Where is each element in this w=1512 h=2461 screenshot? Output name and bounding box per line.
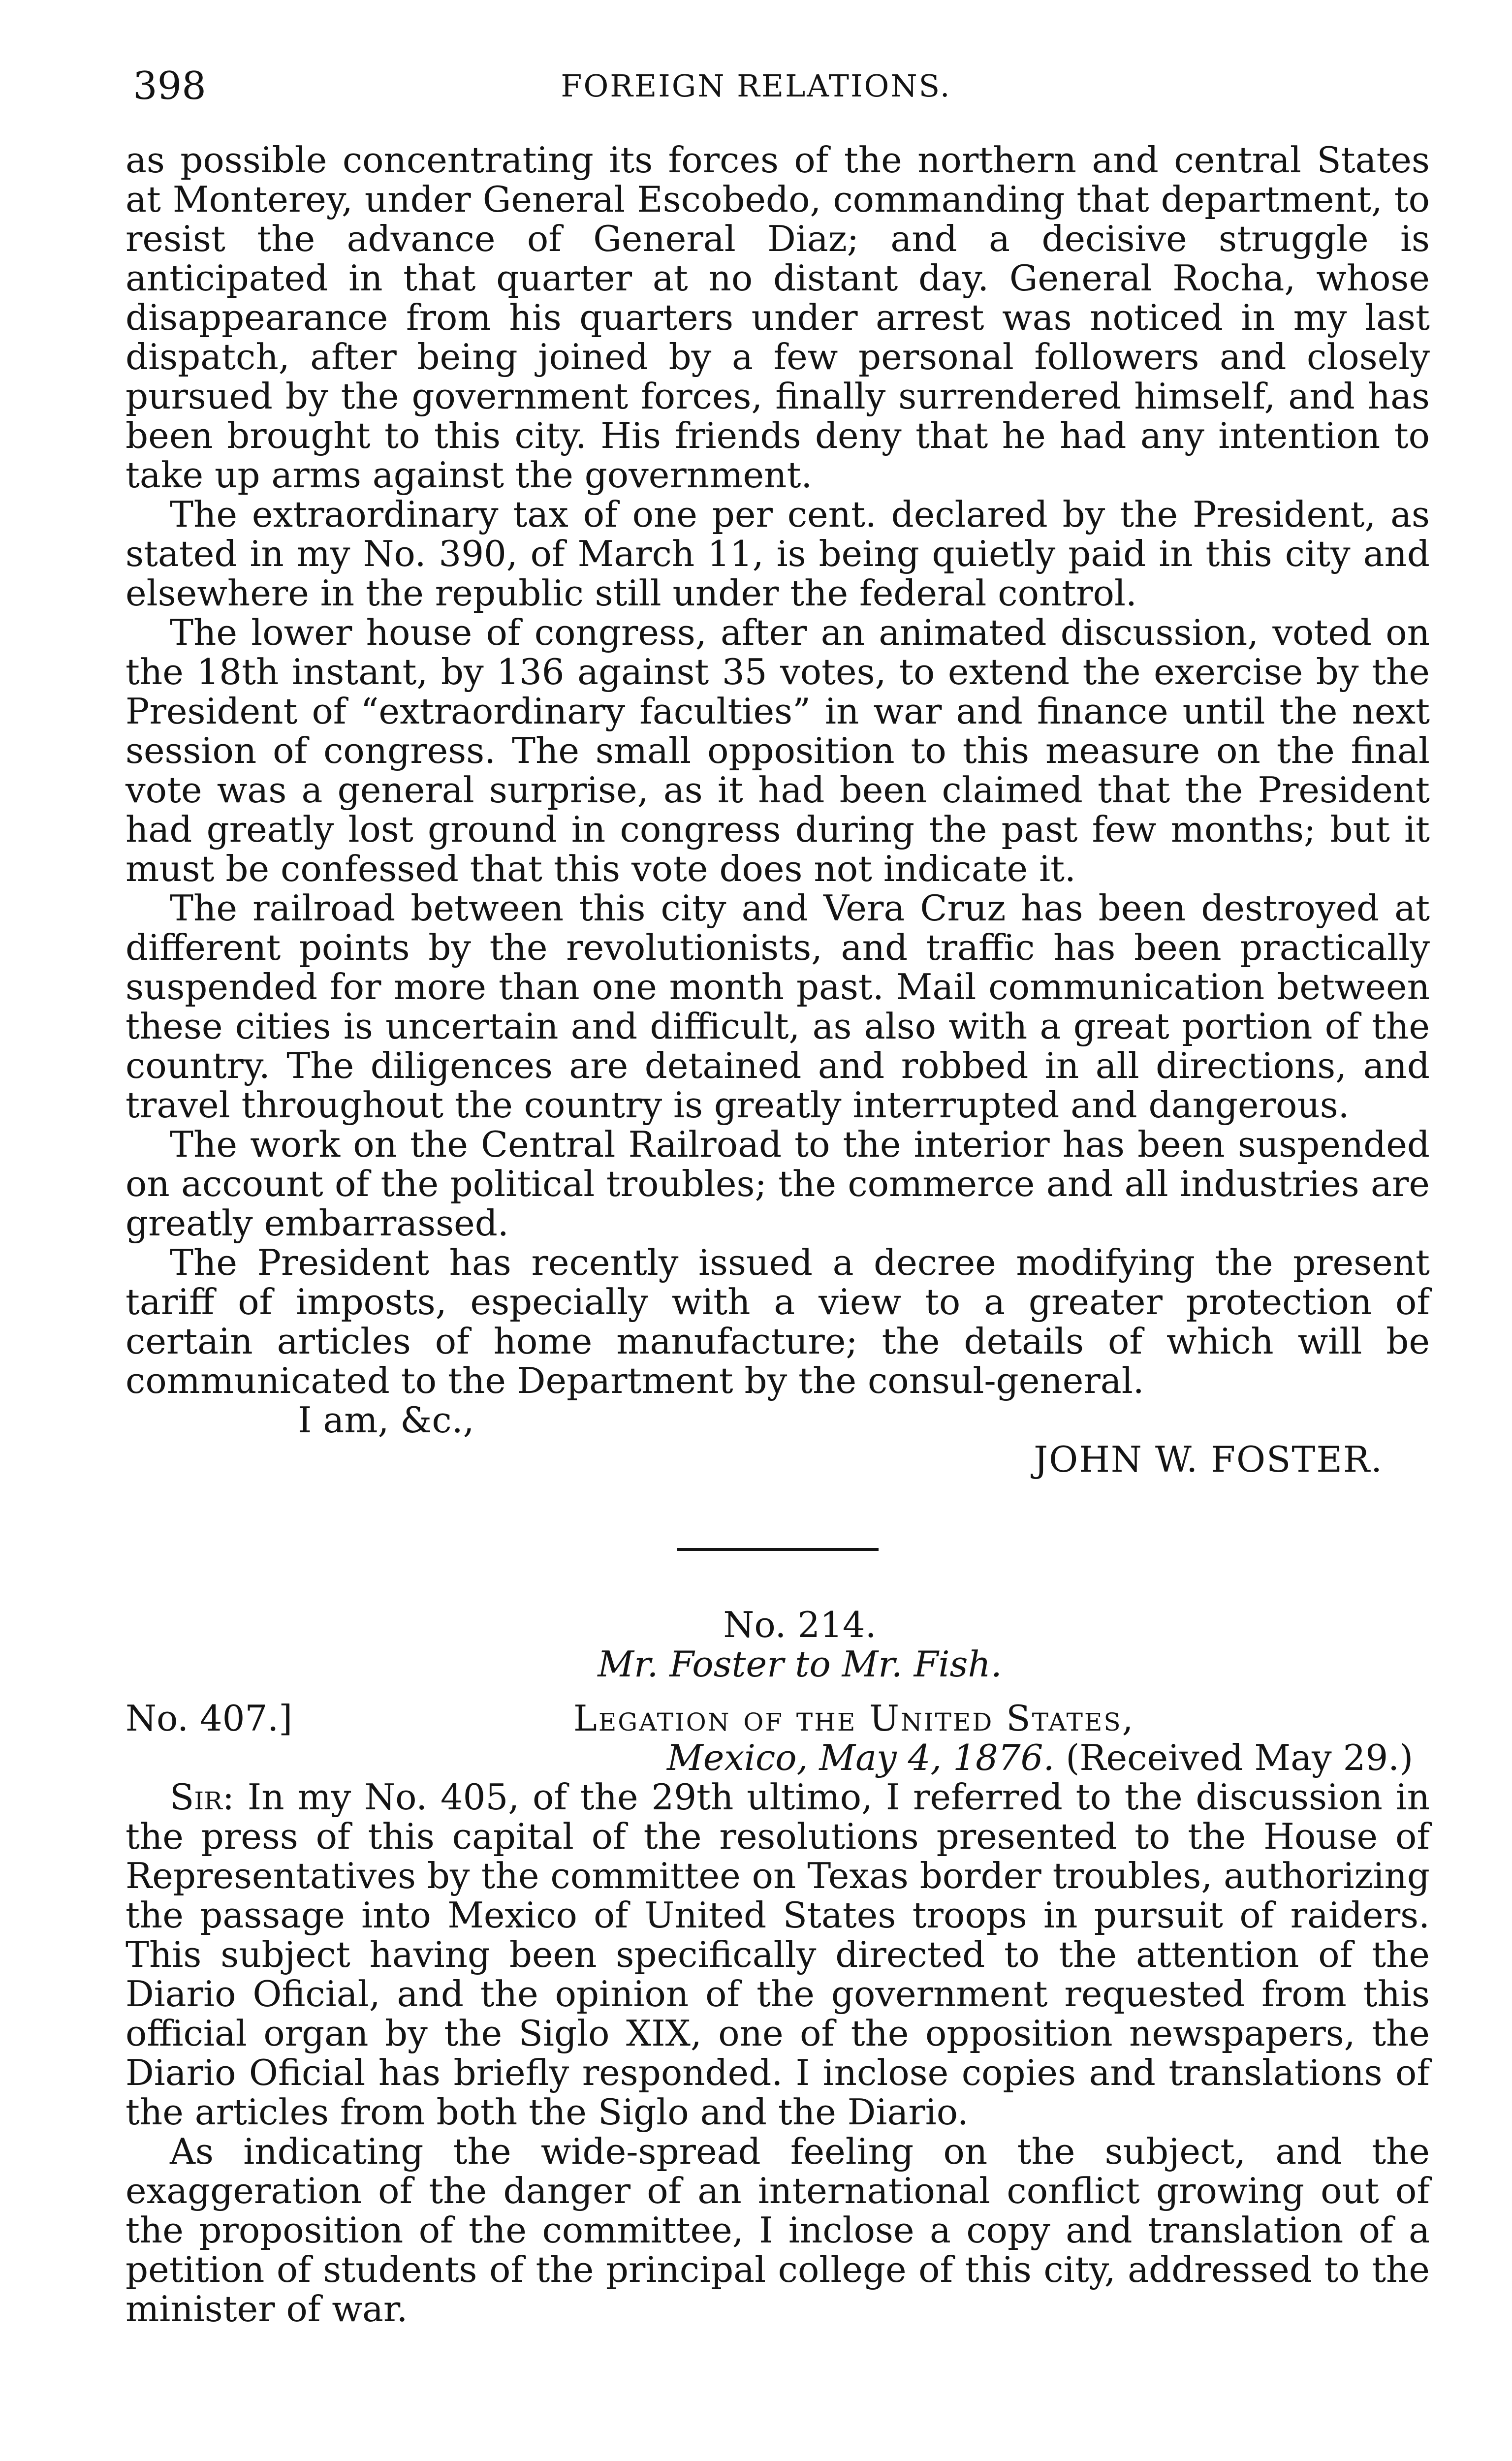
running-head: FOREIGN RELATIONS.	[561, 68, 951, 104]
letter1-paragraph-4: The railroad between this city and Vera Cruz has been destroyed at different points by the revolutionists, and traffic has been practically suspended for more than one month past. Mail communication between these cities is uncertain and difficult, as also with a great portion of the country. The diligences are detained and robbed in all directions, and travel throughout the country is greatly interrupted and dangerous.	[126, 887, 1430, 1126]
reference-number: No. 407.]	[126, 1698, 293, 1739]
letter2-paragraph-1	[126, 1777, 1430, 2132]
page-number: 398	[133, 64, 206, 108]
legation-line: Legation of the United States,	[573, 1698, 1135, 1739]
section-divider	[677, 1548, 879, 1551]
letter1-paragraph-5: The work on the Central Railroad to the interior has been suspended on account of the political troubles; the commerce and all industries are greatly embarrassed.	[126, 1124, 1430, 1244]
salutation: Sir:	[170, 1776, 234, 1818]
letter1-signature: JOHN W. FOSTER.	[1034, 1439, 1383, 1480]
letter1-closing: I am, &c.,	[298, 1399, 474, 1441]
letter2-paragraph-2: As indicating the wide-spread feeling on the subject, and the exaggeration of the danger of an international conflict growing out of the proposition of the committee, I inclose a copy and translation of a petition of students of the principal college of this city, addressed to the minister of war.	[126, 2131, 1430, 2330]
legation-row	[126, 1699, 1430, 1738]
letter1-paragraph-6: The President has recently issued a decree modifying the present tariff of imposts, especially with a view to a greater protection of certain articles of home manufacture; the details of which will be communicated to the Department by the consul-general.	[126, 1242, 1430, 1401]
letter-heading: Mr. Foster to Mr. Fish.	[598, 1643, 1002, 1685]
letter1-paragraph-1: as possible concentrating its forces of the northern and central States at Monterey, under General Escobedo, commanding that department, to resist the advance of General Diaz; and a decisive struggle is anticipated in that quarter at no distant day. General Rocha, whose disappearance from his quarters under arrest was noticed in my last dispatch, after being joined by a few personal followers and closely pursued by the government forces, finally surrendered himself, and has been brought to this city. His friends deny that he had any intention to take up arms against the government.	[126, 139, 1430, 496]
letter1-paragraph-2: The extraordinary tax of one per cent. declared by the President, as stated in my No. 390, of March 11, is being quietly paid in this city and elsewhere in the republic still under the federal control.	[126, 494, 1430, 614]
page-header	[0, 59, 1512, 113]
dateline-received: (Received May 29.)	[1066, 1737, 1414, 1778]
letter1-paragraph-3: The lower house of congress, after an animated discussion, voted on the 18th instant, by 136 against 35 votes, to extend the exercise by the President of “extraordinary faculties” in war and finance until the next session of congress. The small opposition to this measure on the final vote was a general surprise, as it had been claimed that the President had greatly lost ground in congress during the past few months; but it must be confessed that this vote does not indicate it.	[126, 612, 1430, 889]
page-body	[126, 140, 1430, 2329]
letter2-paragraph-1-text: In my No. 405, of the 29th ultimo, I referred to the discussion in the press of this capital of the resolutions presented to the House of Representatives by the committee on Texas border troubles, authorizing the passage into Mexico of United States troops in pursuit of raiders. This subject having been specifically directed to the attention of the Diario Oficial, and the opinion of the government requested from this official organ by the Siglo XIX, one of the opposition newspapers, the Diario Oficial has briefly responded. I inclose copies and translations of the articles from both the Siglo and the Diario.	[126, 1776, 1430, 2133]
dateline-place: Mexico, May 4, 1876.	[667, 1737, 1055, 1778]
document-number: No. 214.	[723, 1604, 877, 1645]
dateline	[126, 1738, 1430, 1777]
